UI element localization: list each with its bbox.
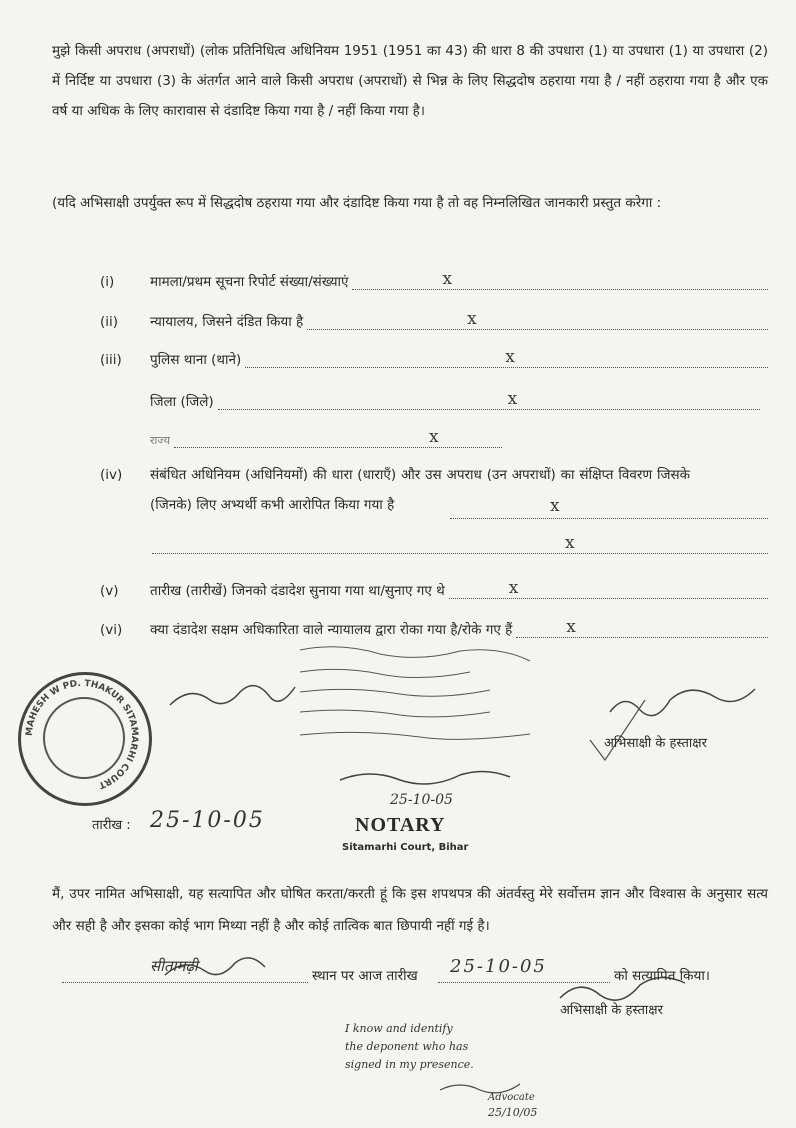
cross-mark: x <box>442 269 453 289</box>
item-label: क्या दंडादेश सक्षम अधिकारिता वाले न्यायालय द्वारा रोका गया है/रोके गए हैं <box>150 622 513 638</box>
verification-place-text: स्थान पर आज तारीख <box>312 968 418 984</box>
item-label: न्यायालय, जिसने दंडित किया है <box>150 314 304 330</box>
cross-mark: x <box>429 427 439 447</box>
advocate-note-line: the deponent who has <box>345 1040 469 1053</box>
notary-endorsement-scribble <box>300 669 470 677</box>
item-label: संबंधित अधिनियम (अधिनियमों) की धारा (धाराएँ) और उस अपराध (उन अपराधों) का संक्षिप्त विवरण जिसके (जिनके) लिए अभ्यर्थी कभी आरोपित किया गया है <box>150 467 690 513</box>
notary-stamp-title: NOTARY <box>355 814 446 836</box>
date-handwritten: 25-10-05 <box>150 808 265 833</box>
item-label: पुलिस थाना (थाने) <box>150 352 242 368</box>
cross-mark: x <box>467 309 477 329</box>
verification-date-handwritten: 25-10-05 <box>450 956 547 977</box>
deponent-signature-left <box>170 686 295 705</box>
item-number: (v) <box>100 583 119 599</box>
item-label: जिला (जिले) <box>150 394 214 410</box>
item-number: (ii) <box>100 314 119 330</box>
notary-endorsement-scribble <box>300 710 490 717</box>
advocate-note-line: signed in my presence. <box>345 1058 474 1071</box>
notary-endorsement-scribble <box>300 647 530 661</box>
cross-mark: x <box>550 496 560 516</box>
notary-endorsement-scribble <box>300 732 530 739</box>
deponent-signature-right <box>610 689 755 716</box>
signature-label: अभिसाक्षी के हस्ताक्षर <box>604 736 707 751</box>
item-label: राज्य <box>150 434 171 447</box>
notary-stamp-court: Sitamarhi Court, Bihar <box>342 842 469 853</box>
tick-mark <box>590 700 645 760</box>
advocate-note-line: I know and identify <box>345 1022 453 1035</box>
cross-mark: x <box>566 617 576 637</box>
cross-mark: x <box>505 347 515 367</box>
cross-mark: x <box>507 389 518 409</box>
advocate-title: Advocate <box>488 1092 535 1103</box>
notary-signature <box>340 771 510 784</box>
item-label: तारीख (तारीखें) जिनको दंडादेश सुनाया गया था/सुनाए गए थे <box>150 583 445 599</box>
cross-mark: x <box>508 578 519 598</box>
seal-ring-text: MAHESH W PD. THAKUR SITAMARHI COURT <box>24 678 140 790</box>
item-number: (vi) <box>100 622 123 638</box>
notary-date-handwritten: 25-10-05 <box>390 792 453 808</box>
date-line <box>438 982 610 983</box>
verification-signature-label: अभिसाक्षी के हस्ताक्षर <box>560 1003 663 1018</box>
notary-endorsement-scribble <box>300 689 490 696</box>
conviction-paragraph: मुझे किसी अपराध (अपराधों) (लोक प्रतिनिधित्व अधिनियम 1951 (1951 का 43) की धारा 8 की उपधारा (1) या उपधारा (1) या उपधारा (2) में निर्दिष्ट या उपधारा (3) के अंतर्गत आने वाले किसी अपराध (अपराधों) से भिन्न के लिए सिद्धदोष ठहराया गया है / नहीं ठहराया गया है और एक वर्ष या अधिक के लिए कारावास से दंडादिष्ट किया गया है / नहीं किया गया है। <box>52 43 768 119</box>
verification-paragraph: मैं, उपर नामित अभिसाक्षी, यह सत्यापित और घोषित करता/करती हूं कि इस शपथपत्र की अंतर्वस्तु मेरे सर्वोत्तम ज्ञान और विश्वास के अनुसार सत्य और सही है और इसका कोई भाग मिथ्या नहीं है और कोई तात्विक बात छिपायी नहीं गई है। <box>52 886 768 934</box>
advocate-date: 25/10/05 <box>488 1106 538 1119</box>
cross-mark: x <box>565 533 575 553</box>
item-label: मामला/प्रथम सूचना रिपोर्ट संख्या/संख्याएं <box>150 274 349 290</box>
item-number: (i) <box>100 274 115 290</box>
verification-suffix: को सत्यापित किया। <box>614 968 710 984</box>
date-label: तारीख : <box>92 818 131 833</box>
place-handwritten: सीतामढ़ी <box>150 957 198 975</box>
instruction-paragraph: (यदि अभिसाक्षी उपर्युक्त रूप में सिद्धदोष ठहराया गया और दंडादिष्ट किया गया है तो वह निम्नलिखित जानकारी प्रस्तुत करेगा : <box>52 195 662 211</box>
item-number: (iv) <box>100 467 123 483</box>
item-number: (iii) <box>100 352 122 368</box>
place-line <box>62 982 308 983</box>
